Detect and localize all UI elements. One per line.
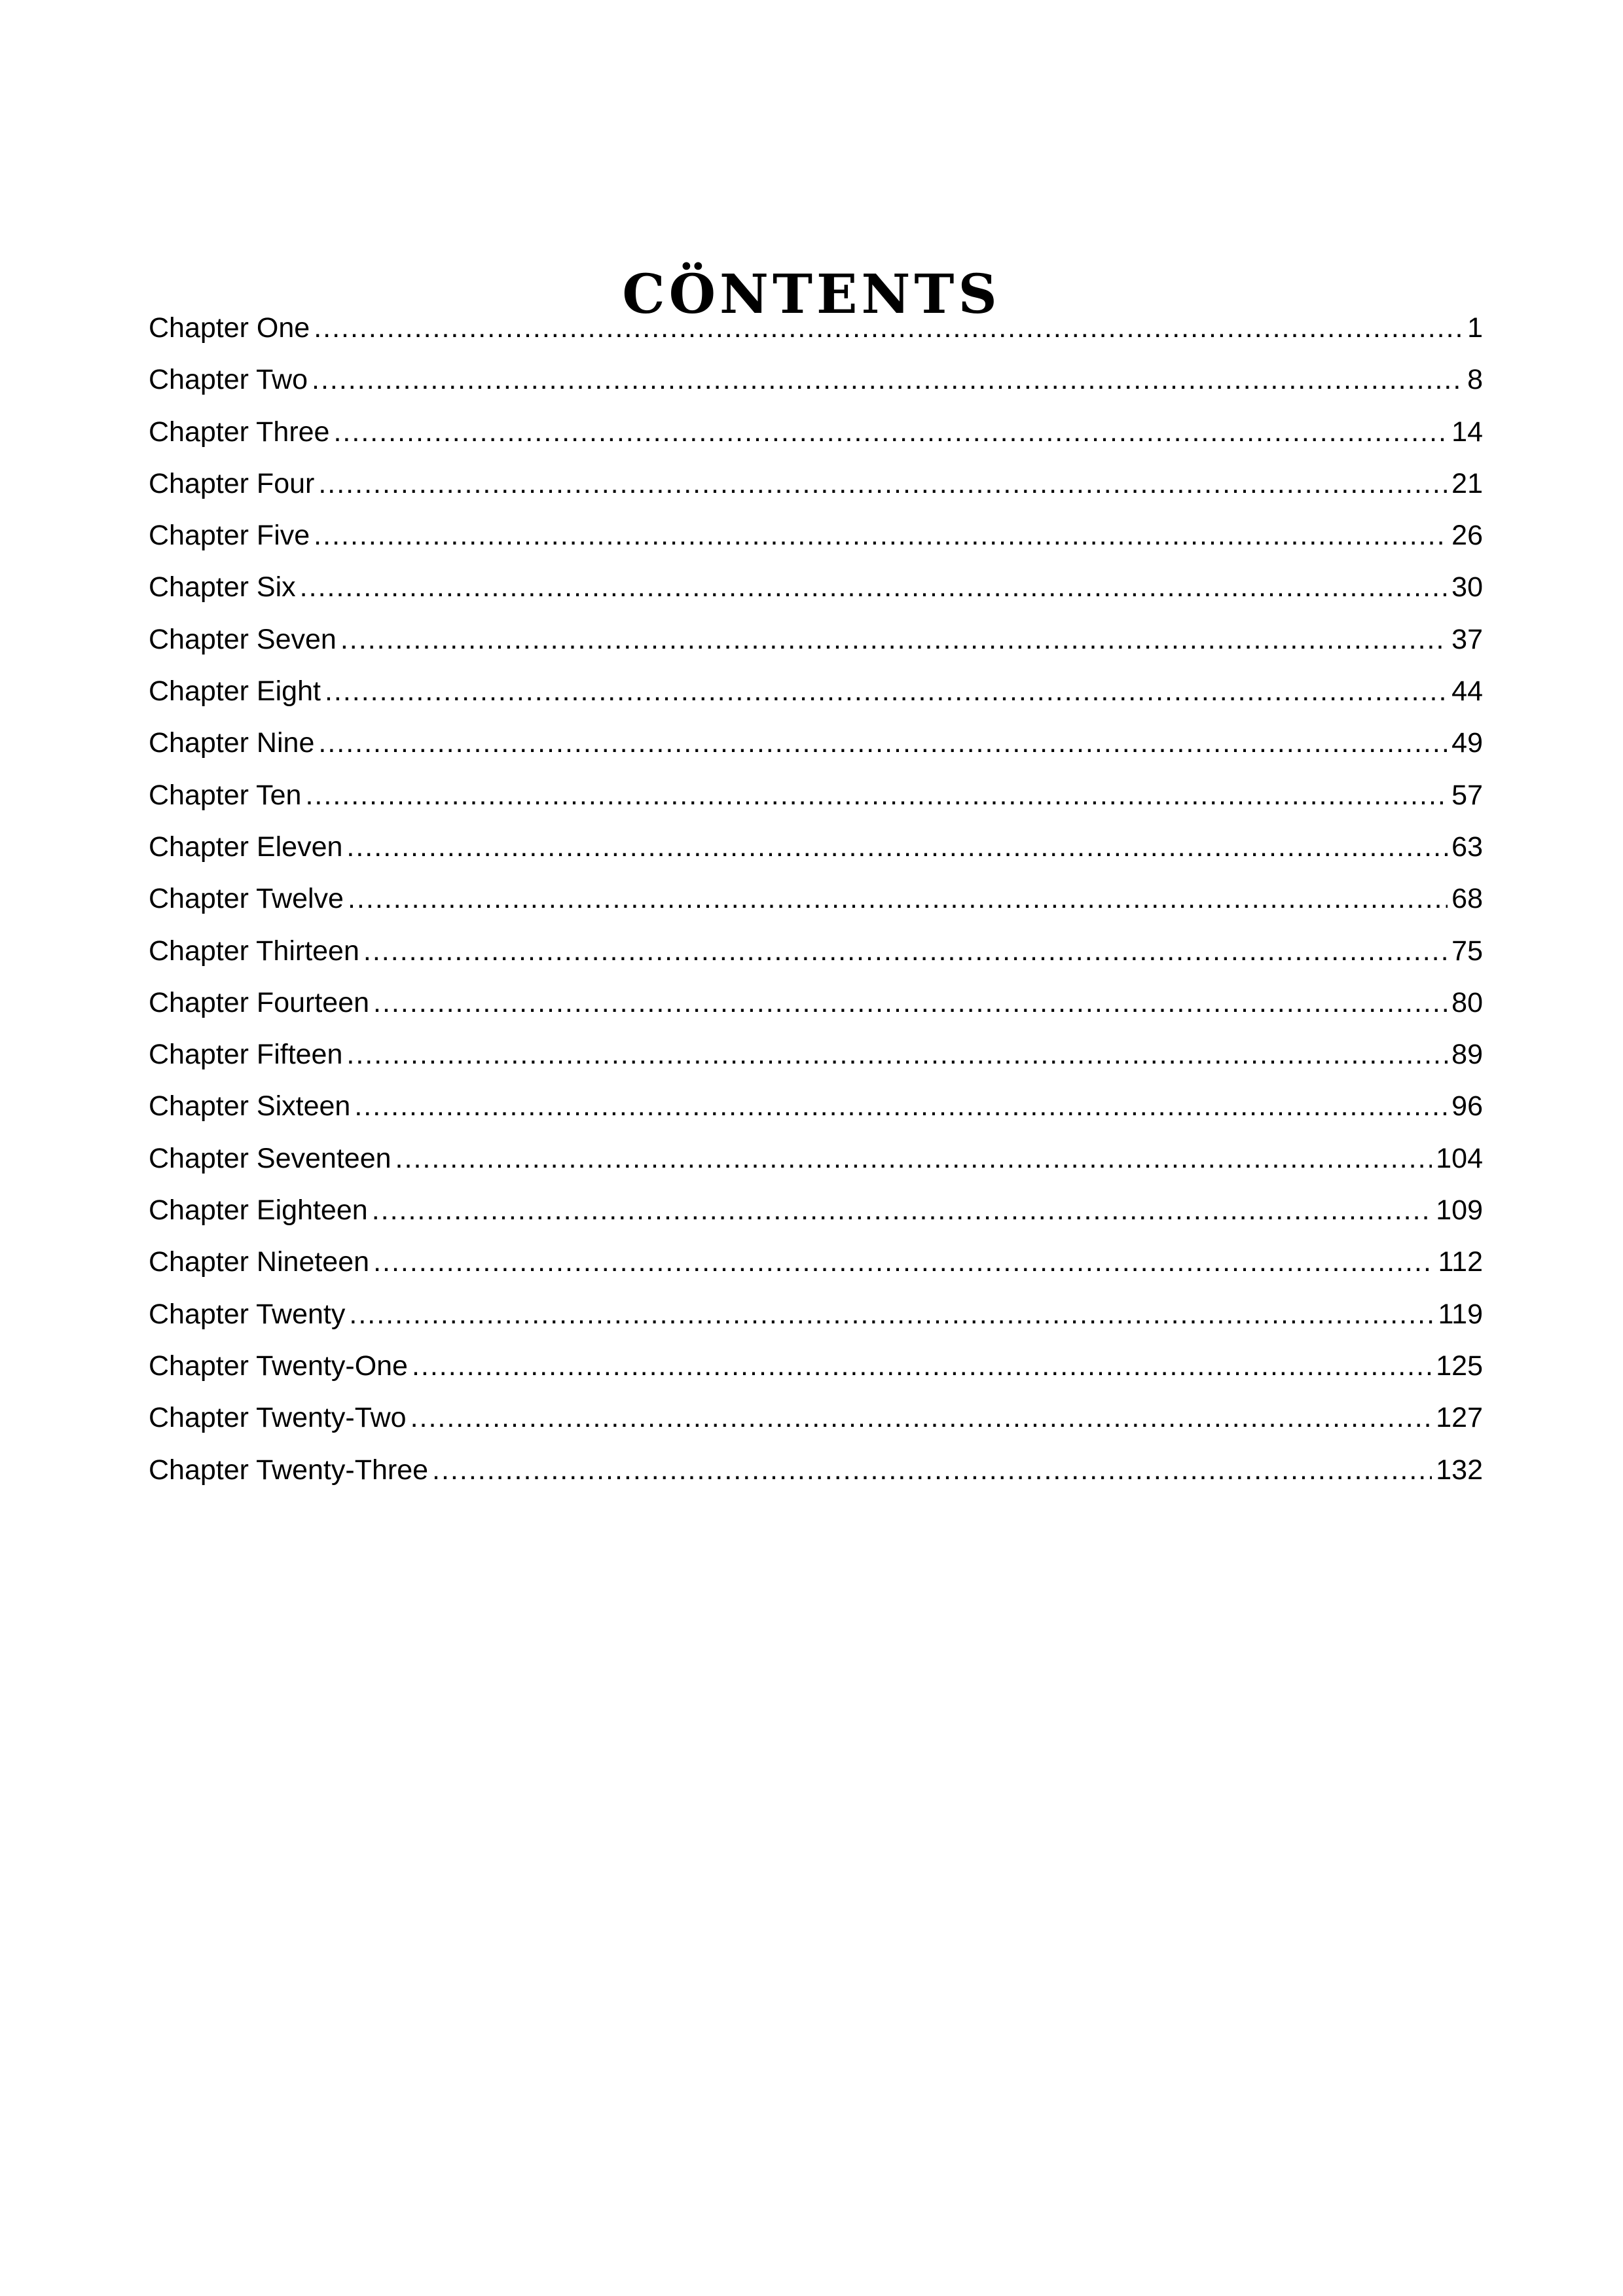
toc-entry-label: Chapter Six <box>149 571 296 603</box>
toc-entry[interactable] <box>149 1185 1483 1236</box>
dot-leader <box>349 1289 1434 1340</box>
toc-entry-label: Chapter Thirteen <box>149 935 359 967</box>
toc-entry-label: Chapter Twenty <box>149 1298 346 1330</box>
toc-entry-page-number: 63 <box>1451 831 1483 863</box>
toc-entry-page-number: 125 <box>1436 1350 1483 1382</box>
toc-entry[interactable] <box>149 1340 1483 1392</box>
dot-leader <box>314 510 1448 562</box>
toc-entry-page-number: 37 <box>1451 623 1483 655</box>
dot-leader <box>354 1081 1448 1132</box>
toc-entry[interactable] <box>149 1392 1483 1444</box>
dot-leader <box>410 1392 1432 1444</box>
toc-entry[interactable] <box>149 510 1483 562</box>
toc-entry-page-number: 109 <box>1436 1194 1483 1227</box>
toc-entry[interactable] <box>149 873 1483 925</box>
toc-entry[interactable] <box>149 562 1483 613</box>
toc-entry[interactable] <box>149 717 1483 769</box>
dot-leader <box>348 873 1448 925</box>
toc-entry-page-number: 30 <box>1451 571 1483 603</box>
dot-leader <box>333 406 1448 458</box>
toc-entry-label: Chapter Fifteen <box>149 1039 343 1071</box>
toc-entry-page-number: 127 <box>1436 1402 1483 1434</box>
toc-entry-label: Chapter Nine <box>149 727 315 759</box>
toc-entry[interactable] <box>149 977 1483 1029</box>
table-of-contents <box>149 302 1483 1496</box>
toc-entry-label: Chapter Sixteen <box>149 1090 351 1122</box>
toc-entry-page-number: 57 <box>1451 779 1483 811</box>
dot-leader <box>340 614 1448 666</box>
dot-leader <box>373 977 1448 1029</box>
dot-leader <box>325 666 1448 717</box>
toc-entry[interactable] <box>149 1029 1483 1081</box>
dot-leader <box>363 925 1448 977</box>
toc-entry-label: Chapter Eight <box>149 675 321 708</box>
toc-entry-label: Chapter Seventeen <box>149 1142 392 1174</box>
toc-entry[interactable] <box>149 354 1483 406</box>
toc-entry-page-number: 26 <box>1451 520 1483 552</box>
dot-leader <box>300 562 1448 613</box>
dot-leader <box>372 1185 1432 1236</box>
dot-leader <box>312 354 1463 406</box>
toc-entry-page-number: 44 <box>1451 675 1483 708</box>
toc-entry-page-number: 96 <box>1451 1090 1483 1122</box>
toc-entry-label: Chapter Ten <box>149 779 302 811</box>
toc-entry-label: Chapter One <box>149 312 310 344</box>
toc-entry[interactable] <box>149 1133 1483 1185</box>
toc-entry-page-number: 49 <box>1451 727 1483 759</box>
toc-entry-label: Chapter Nineteen <box>149 1246 370 1278</box>
toc-entry-label: Chapter Three <box>149 416 330 448</box>
toc-entry[interactable] <box>149 614 1483 666</box>
dot-leader <box>346 1029 1448 1081</box>
toc-entry-page-number: 68 <box>1451 883 1483 915</box>
dot-leader <box>412 1340 1432 1392</box>
toc-entry-label: Chapter Seven <box>149 623 337 655</box>
toc-entry-label: Chapter Fourteen <box>149 986 370 1018</box>
toc-entry-label: Chapter Twelve <box>149 883 344 915</box>
toc-entry[interactable] <box>149 1289 1483 1340</box>
toc-entry-page-number: 112 <box>1438 1246 1483 1278</box>
toc-entry-label: Chapter Twenty-One <box>149 1350 408 1382</box>
toc-entry[interactable] <box>149 666 1483 717</box>
toc-entry[interactable] <box>149 1444 1483 1496</box>
toc-entry-page-number: 21 <box>1451 467 1483 499</box>
dot-leader <box>395 1133 1432 1185</box>
toc-entry-label: Chapter Eleven <box>149 831 343 863</box>
dot-leader <box>314 302 1463 354</box>
toc-entry[interactable] <box>149 1081 1483 1132</box>
toc-entry-page-number: 132 <box>1436 1454 1483 1486</box>
toc-entry[interactable] <box>149 925 1483 977</box>
toc-entry-label: Chapter Twenty-Three <box>149 1454 429 1486</box>
toc-entry[interactable] <box>149 302 1483 354</box>
toc-entry-page-number: 80 <box>1451 986 1483 1018</box>
toc-entry-page-number: 8 <box>1467 364 1483 396</box>
toc-entry[interactable] <box>149 821 1483 873</box>
toc-entry[interactable] <box>149 770 1483 821</box>
toc-entry-label: Chapter Five <box>149 520 310 552</box>
toc-entry-page-number: 1 <box>1467 312 1483 344</box>
toc-entry[interactable] <box>149 406 1483 458</box>
toc-entry-page-number: 89 <box>1451 1039 1483 1071</box>
toc-entry-page-number: 75 <box>1451 935 1483 967</box>
dot-leader <box>305 770 1448 821</box>
toc-entry-label: Chapter Two <box>149 364 308 396</box>
toc-entry[interactable] <box>149 1236 1483 1288</box>
dot-leader <box>318 458 1448 510</box>
dot-leader <box>318 717 1448 769</box>
toc-entry-label: Chapter Four <box>149 467 315 499</box>
page-title: CÖNTENTS <box>622 262 1001 326</box>
toc-entry-page-number: 14 <box>1451 416 1483 448</box>
toc-entry[interactable] <box>149 458 1483 510</box>
toc-entry-page-number: 119 <box>1438 1298 1483 1330</box>
dot-leader <box>346 821 1448 873</box>
toc-entry-label: Chapter Twenty-Two <box>149 1402 407 1434</box>
dot-leader <box>432 1444 1432 1496</box>
toc-entry-page-number: 104 <box>1436 1142 1483 1174</box>
dot-leader <box>373 1236 1434 1288</box>
toc-entry-label: Chapter Eighteen <box>149 1194 368 1227</box>
